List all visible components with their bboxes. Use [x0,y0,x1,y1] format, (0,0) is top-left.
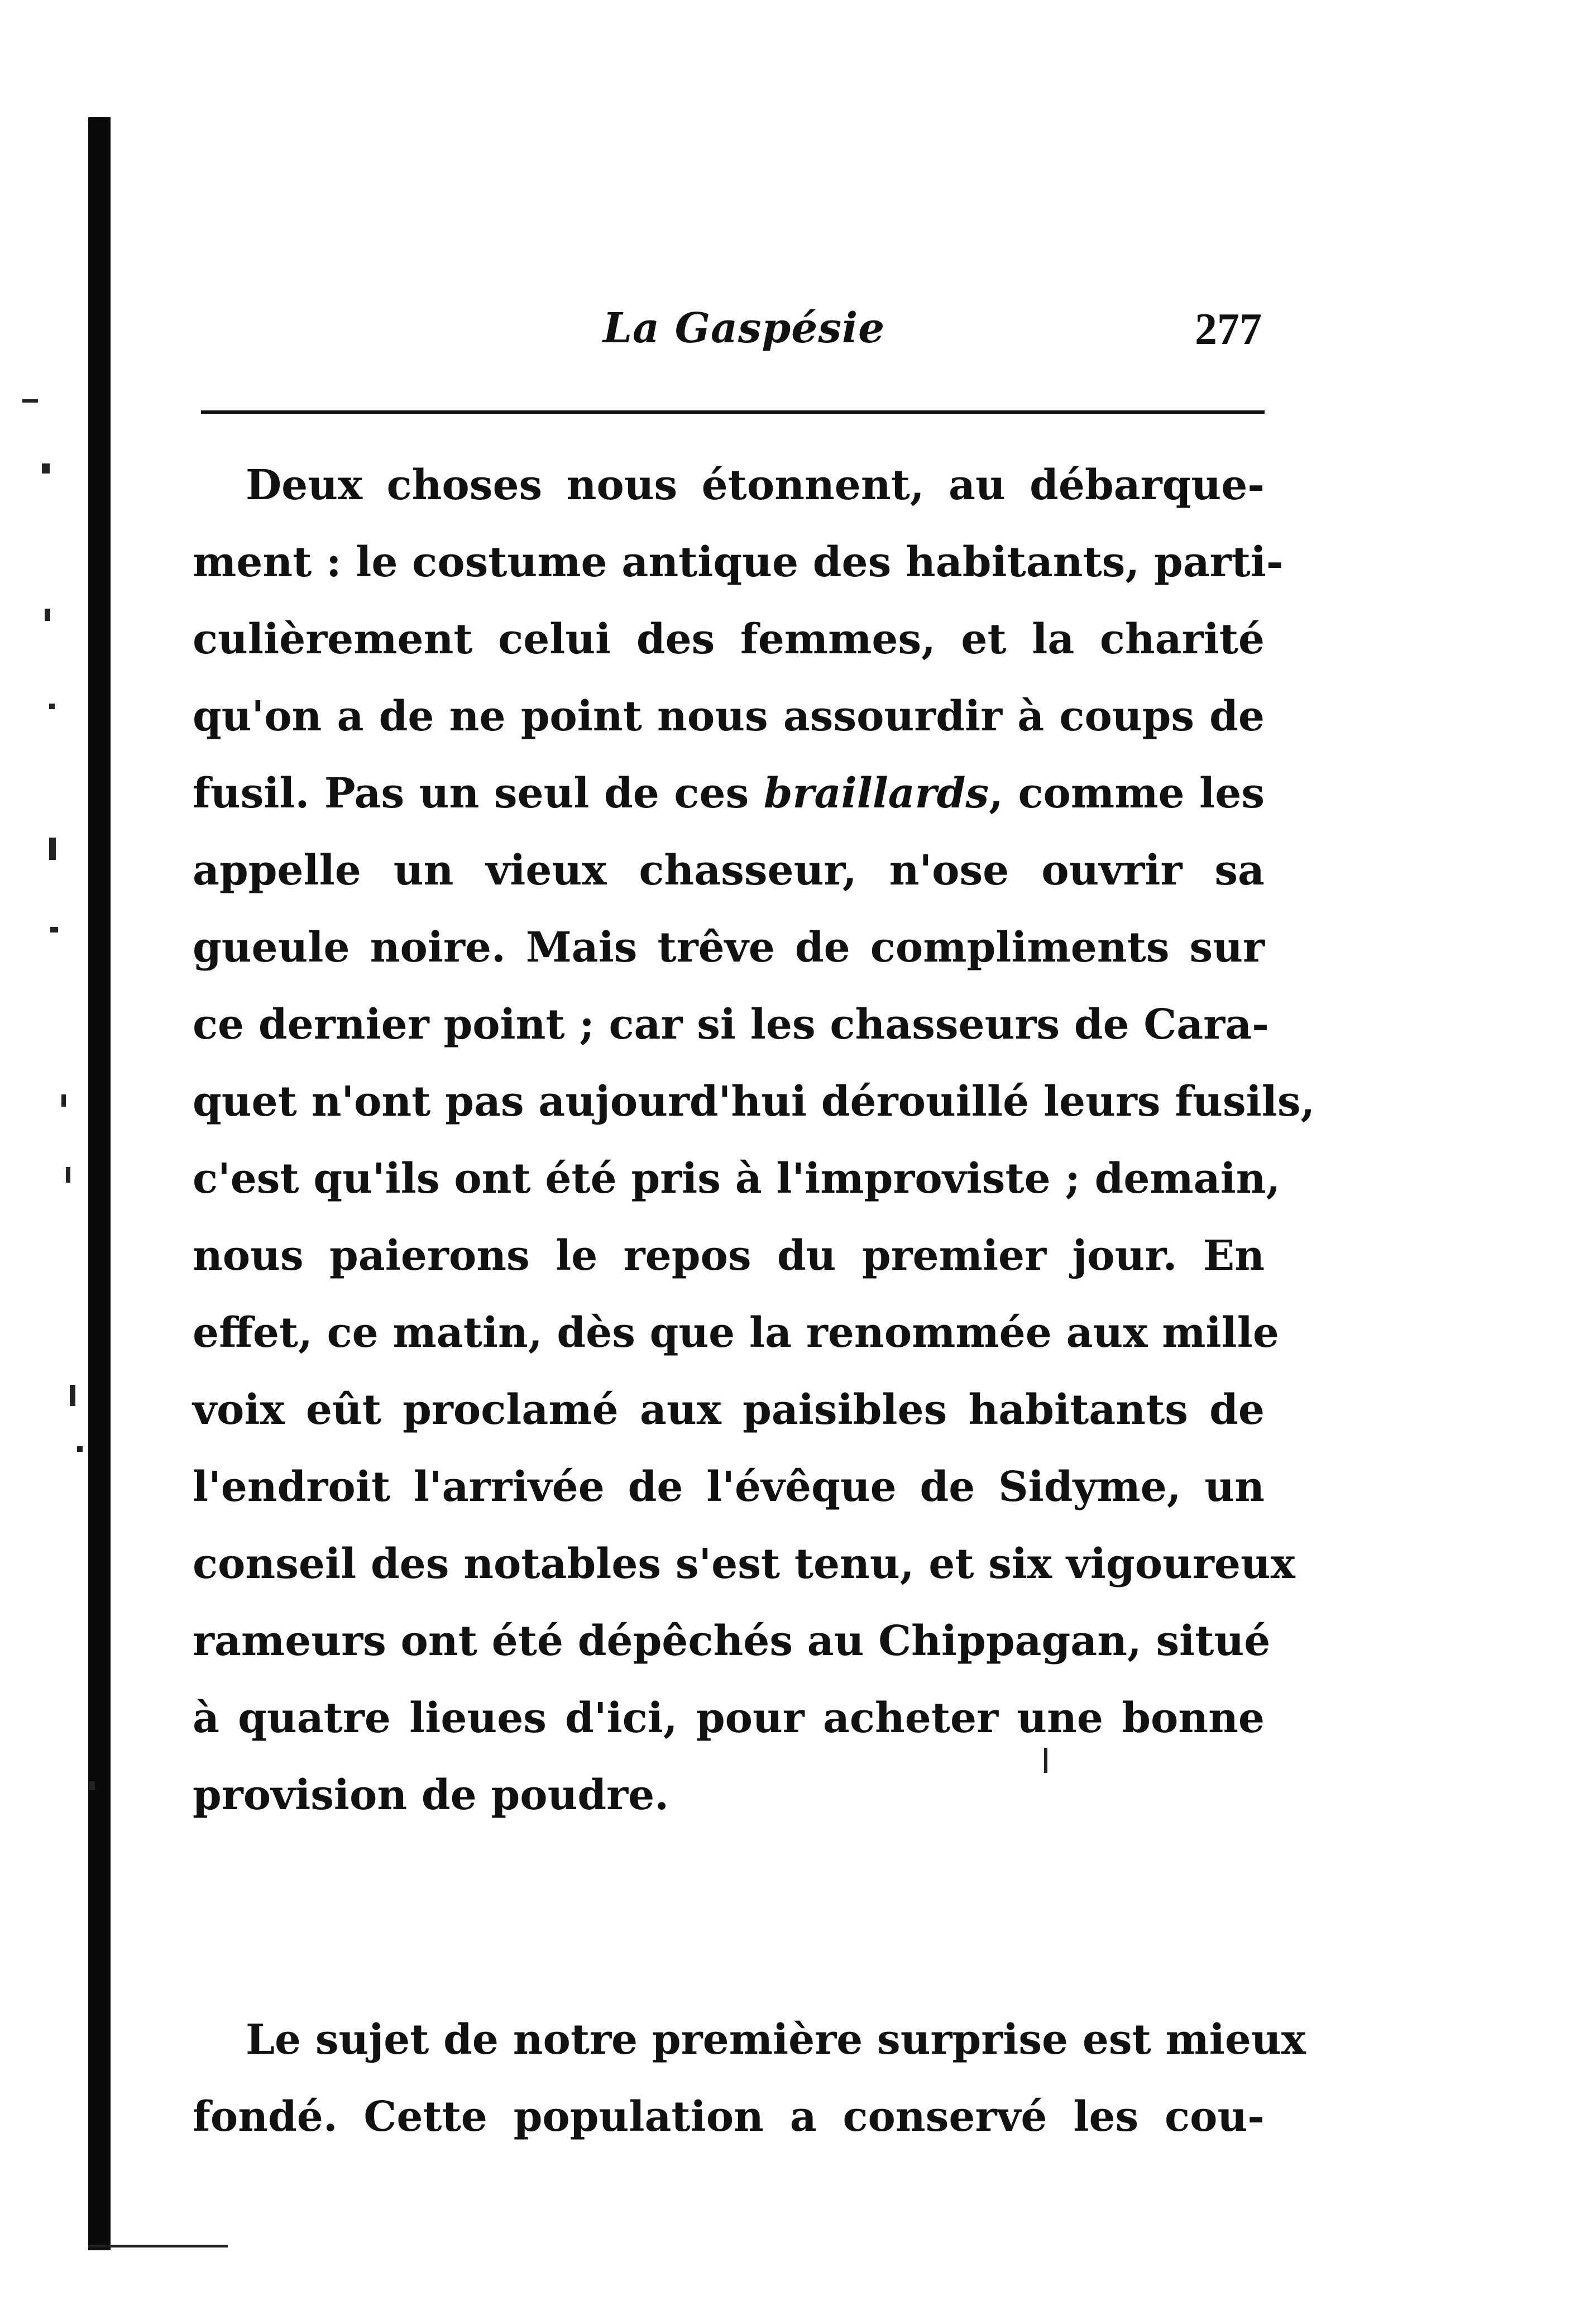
scan-speck [66,1167,70,1183]
text-line: effet, ce matin, dès que la renommée aux mille [193,1309,1279,1357]
scan-speck [61,1094,66,1107]
text-line: provision de poudre. [193,1771,669,1819]
scan-speck [89,1781,95,1790]
text-line: Le sujet de notre première surprise est mieux [246,2016,1306,2064]
scan-speck [50,927,58,933]
text-line: ce dernier point ; car si les chasseurs de Cara- [193,1001,1269,1049]
text-line [193,755,1265,832]
text-line: conseil des notables s'est tenu, et six vigoureux [193,1540,1295,1588]
text-line: rameurs ont été dépêchés au Chippagan, situé [193,1617,1271,1665]
binding-edge-foot [88,2245,228,2248]
text-line: Deux choses nous étonnent, au débarque- [246,461,1265,509]
header-rule [201,410,1265,414]
scan-speck [42,463,50,474]
text-segment: , comme les [989,769,1265,817]
text-segment: fusil. Pas un seul de ces [193,769,764,817]
text-line: à quatre lieues d'ici, pour acheter une bonne [193,1694,1265,1742]
text-line: quet n'ont pas aujourd'hui dérouillé leurs fusils, [193,1078,1315,1126]
running-title: La Gaspésie [603,304,885,352]
scan-speck [70,1385,75,1406]
scan-speck [49,704,55,709]
page-number: 277 [1195,305,1262,354]
paragraph-gap [193,1834,1265,2001]
text-line: culièrement celui des femmes, et la charité [193,615,1265,663]
italic-word: braillards [763,769,989,817]
page-header [201,304,1262,371]
scan-speck [22,399,38,403]
text-line: ment : le costume antique des habitants, parti- [193,538,1284,586]
text-line: fondé. Cette population a conservé les cou- [193,2093,1265,2141]
scan-speck [49,838,56,860]
text-line: qu'on a de ne point nous assourdir à coups de [193,692,1265,740]
text-line: gueule noire. Mais trêve de compliments sur [193,924,1265,972]
text-line: voix eût proclamé aux paisibles habitants de [193,1386,1265,1434]
scan-speck [77,1446,83,1452]
text-line: c'est qu'ils ont été pris à l'improviste ; demain, [193,1155,1281,1203]
text-line: nous paierons le repos du premier jour. En [193,1232,1265,1280]
text-line: l'endroit l'arrivée de l'évêque de Sidyme, un [193,1463,1265,1511]
text-line: appelle un vieux chasseur, n'ose ouvrir sa [193,847,1265,895]
body-text [193,447,1315,2155]
binding-edge [88,117,111,2250]
scan-speck [45,609,50,621]
